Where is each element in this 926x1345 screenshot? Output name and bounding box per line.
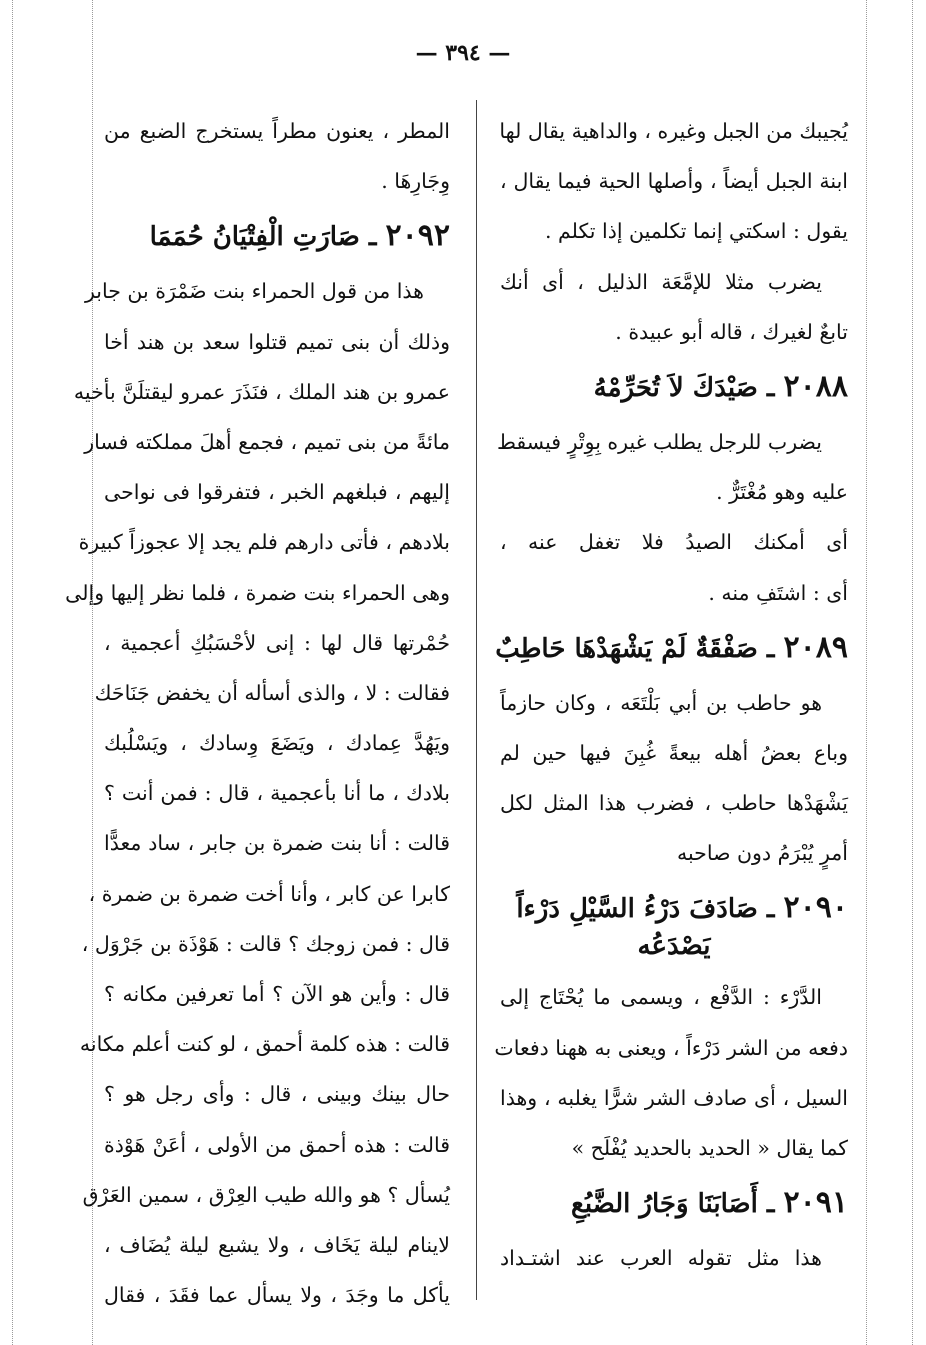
proverb-title: ـ أَصَابَنَا وَجَارُ الضَّبُعِ xyxy=(571,1189,775,1220)
dotted-guide-line xyxy=(92,0,93,1345)
proverb-number: ٢٠٩٠ xyxy=(783,890,848,926)
proverb-number: ٢٠٩٢ xyxy=(385,218,450,254)
proverb-title: ـ صَيْدَكَ لاَ تُحَرِّمْهُ xyxy=(593,372,775,403)
dotted-guide-line xyxy=(912,0,913,1345)
paragraph xyxy=(496,417,848,517)
text-line: المطر ، يعنون مطراً يستخرج الضبع من xyxy=(104,119,450,143)
left-column xyxy=(65,106,450,1320)
text-line: يَشْهَدْها حاطب ، فضرب هذا المثل لكل xyxy=(500,791,848,816)
paragraph xyxy=(500,106,848,257)
text-line: أى : اشتَفِ منه . xyxy=(708,580,848,605)
text-line: دفعه من الشر دَرْءاً ، ويعنى به ههنا دفعات xyxy=(494,1035,848,1060)
text-line: يأكل ما وجَدَ ، ولا يسأل عما فقَدَ ، فقال xyxy=(104,1283,450,1308)
right-column xyxy=(494,106,848,1283)
text-line: وذلك أن بنى تميم قتلوا سعد بن هند أخا xyxy=(104,329,450,354)
text-line: حال بينك وبينى ، قال : وأى رجل هو ؟ xyxy=(104,1082,450,1107)
proverb-number: ٢٠٨٨ xyxy=(783,368,848,404)
column-divider xyxy=(476,100,477,1300)
paragraph xyxy=(500,678,848,879)
text-line: كابرا عن كابر ، وأنا أخت ضمرة بن ضمرة ، xyxy=(88,881,450,906)
text-line: قال : فمن زوجك ؟ قالت : هَوْذَة بن جَرْوَل ، xyxy=(81,931,450,956)
text-line: السيل ، أى صادف الشر شرًّا يغلبه ، وهذا xyxy=(500,1085,848,1110)
text-line: وهى الحمراء بنت ضمرة ، فلما نظر إليها وإلى xyxy=(65,580,450,605)
text-line: عمرو بن هند الملك ، فنَذَرَ عمرو ليقتلَنَّ بأخيه xyxy=(73,379,450,404)
paragraph xyxy=(104,106,450,206)
proverb-number: ٢٠٩١ xyxy=(783,1185,848,1221)
text-line: قال : وأين هو الآن ؟ أما تعرفين مكانه ؟ xyxy=(104,982,450,1006)
text-line: وِجَارِهَا . xyxy=(381,169,450,194)
text-line: قالت : هذه كلمة أحمق ، لو كنت أعلم مكانه xyxy=(79,1032,450,1057)
dotted-guide-line xyxy=(866,0,867,1345)
text-line: بلادك ، ما أنا بأعجمية ، قال : فمن أنت ؟ xyxy=(104,781,450,806)
proverb-title: ـ صَارَتِ الْفِتْيَانُ حُمَمَا xyxy=(149,222,377,253)
text-line: يُسأل ؟ هو والله طيب العِرْق ، سمين العَرْق xyxy=(82,1182,450,1207)
text-line: هذا مثل تقوله العرب عند اشتـداد xyxy=(500,1246,822,1271)
dotted-guide-line xyxy=(12,0,13,1345)
text-line: مائةً من بنى تميم ، فجمع أهلَ مملكته فسار xyxy=(84,429,450,454)
text-line: هو حاطب بن أبي بَلْتَعَه ، وكان حازماً xyxy=(500,690,822,715)
proverb-heading xyxy=(495,618,848,678)
text-line: يضرب مثلا للإمَّعَة الذليل ، أى أنك xyxy=(500,269,822,294)
proverb-heading xyxy=(500,357,848,417)
text-line: تابعٌ لغيرك ، قاله أبو عبيدة . xyxy=(615,319,848,344)
text-line: يُجيبك من الجبل وغيره ، والداهية يقال لها xyxy=(499,119,848,143)
text-line: وباع بعضُ أهله بيعةً غُبِنَ فيها حين لم xyxy=(500,740,848,765)
text-line: أمرٍ يُبْرَمُ دون صاحبه xyxy=(676,841,848,866)
text-line: الدَّرْء : الدَّفْع ، ويسمى ما يُحْتَاج إلى xyxy=(500,985,822,1010)
text-line: هذا من قول الحمراء بنت ضَمْرَة بن جابر xyxy=(84,279,424,304)
text-line: عليه وهو مُغْتَرٌّ . xyxy=(716,480,848,505)
text-line: إليهم ، فبلغهم الخبر ، فتفرقوا فى نواحى xyxy=(104,480,450,505)
text-line: أى أمكنك الصيدُ فلا تغفل عنه ، xyxy=(500,530,848,555)
paragraph xyxy=(494,972,848,1173)
text-line: حُمْرتها قال لها : إنى لأحْسَبُكِ أعجمية ، xyxy=(104,630,450,655)
proverb-heading xyxy=(104,206,450,266)
paragraph xyxy=(500,257,848,357)
proverb-title-continued: يَصْدَعُه xyxy=(637,931,711,962)
text-line: قالت : أنا بنت ضمرة بن جابر ، ساد معدًّا xyxy=(104,831,450,856)
text-line: يقول : اسكتي إنما تكلمين إذا تكلم . xyxy=(545,219,848,244)
text-line: يضرب للرجل يطلب غيره بِوِتْرٍ فيسقط xyxy=(496,429,822,454)
text-line: فقالت : لا ، والذى أسأله أن يخفض جَنَاحَك xyxy=(94,680,450,705)
proverb-title: ـ صَادَفَ دَرْءُ السَّيْلِ دَرْءاً xyxy=(516,894,775,925)
paragraph xyxy=(500,1233,848,1283)
text-line: ابنة الجبل أيضاً ، وأصلها الحية فيما يقال ، xyxy=(500,169,848,194)
proverb-heading xyxy=(500,1173,848,1233)
text-line: ويَهُدَّ عِمادك ، ويَضَعَ وِسادك ، ويَسْلُبك xyxy=(104,731,450,756)
proverb-title: ـ صَفْقَةٌ لَمْ يَشْهَدْهَا حَاطِبٌ xyxy=(495,633,775,664)
text-line: كما يقال « الحديد بالحديد يُفْلَح » xyxy=(571,1136,848,1160)
text-line: قالت : هذه أحمق من الأولى ، أعَنْ هَوْذة xyxy=(104,1132,450,1157)
paragraph xyxy=(500,517,848,617)
text-line: لاينام ليلة يَخَاف ، ولا يشبع ليلة يُضَاف ، xyxy=(104,1232,450,1257)
page-number: — ٣٩٤ — xyxy=(415,40,511,66)
text-line: بلادهم ، فأتى دارهم فلم يجد إلا عجوزاً كبيرة xyxy=(78,530,450,555)
proverb-number: ٢٠٨٩ xyxy=(783,629,848,665)
paragraph xyxy=(65,266,450,1320)
